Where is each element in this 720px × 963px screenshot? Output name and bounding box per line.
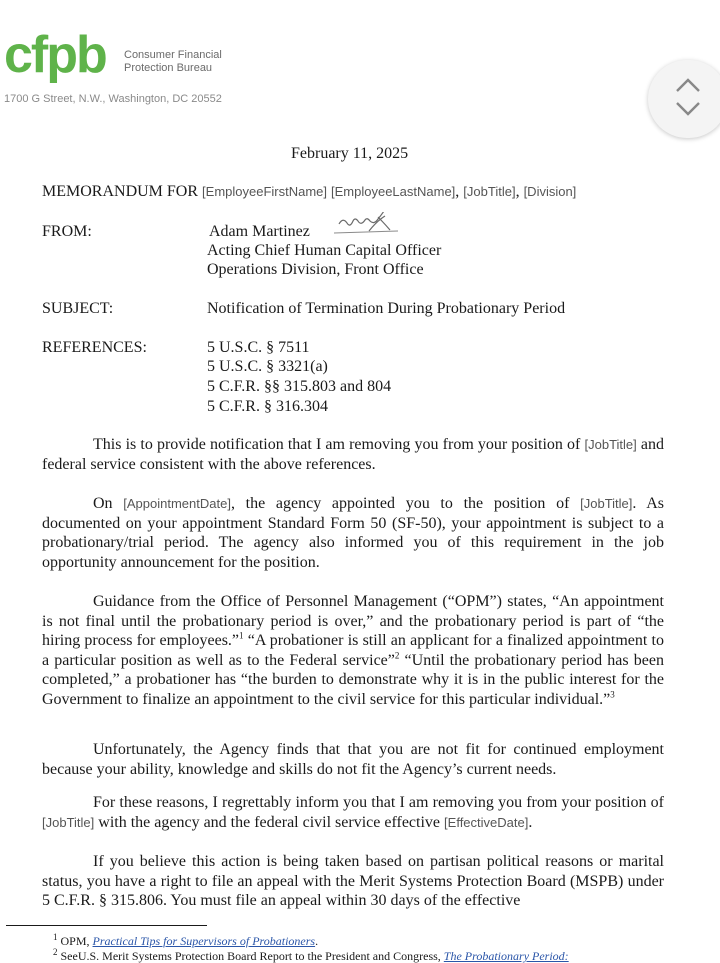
footnote-ref-1[interactable]: 1 xyxy=(239,630,244,641)
reference-item: 5 C.F.R. §§ 315.803 and 804 xyxy=(207,378,392,395)
footnote-1: $^1$ OPM, Practical Tips for Supervisors of Probationers. xyxy=(53,932,319,948)
memo-date: February 11, 2025 xyxy=(291,145,409,162)
cfpb-logo-text: cfpb xyxy=(4,28,106,84)
placeholder-division: [Division] xyxy=(523,184,577,199)
bureau-line-1: Consumer Financial xyxy=(124,49,222,61)
footnote-ref-2[interactable]: 2 xyxy=(394,650,400,661)
subject-text: Notification of Termination During Probationary Period xyxy=(207,300,566,317)
footnote-divider xyxy=(6,925,207,926)
body-paragraph-5: For these reasons, I regrettably inform you that I am removing you from your position of [JobTitle] with the agency and the federal civil service effective [EffectiveDate]. xyxy=(42,794,664,831)
body-paragraph-4: Unfortunately, the Agency finds that that you are not fit for continued employment because your ability, knowledge and skills do not fit the Agency’s current needs. xyxy=(42,741,664,778)
from-office: Operations Division, Front Office xyxy=(207,261,424,278)
cfpb-logo xyxy=(4,28,116,84)
page-scroll-control[interactable] xyxy=(648,60,720,138)
letterhead-address: 1700 G Street, N.W., Washington, DC 20552 xyxy=(4,93,222,105)
bureau-name xyxy=(124,49,222,75)
memo-for-line: MEMORANDUM FOR [EmployeeFirstName] [EmployeeLastName], [JobTitle], [Division] xyxy=(42,183,577,200)
bureau-line-2: Protection Bureau xyxy=(124,62,213,74)
body-paragraph-6: If you believe this action is being taken based on partisan political reasons or marital status, you have a right to file an appeal with the Merit Systems Protection Board (MSPB) under 5 C.F.R. § 315.806. You must file an appeal within 30 days of the effective xyxy=(42,853,664,909)
body-paragraph-1: This is to provide notification that I am removing you from your position of [JobTitle] and federal service consistent with the above references. xyxy=(42,436,665,473)
placeholder-effective-date: [EffectiveDate] xyxy=(444,814,529,830)
memo-for-label: MEMORANDUM FOR xyxy=(42,183,199,200)
footnote-ref-3[interactable]: 3 xyxy=(610,689,615,700)
from-label: FROM: xyxy=(42,223,92,240)
footnote-2-link[interactable]: The Probationary Period: xyxy=(443,949,569,963)
placeholder-job-title: [JobTitle] xyxy=(580,496,633,511)
placeholder-first-name: [EmployeeFirstName] xyxy=(202,184,328,199)
reference-item: 5 C.F.R. § 316.304 xyxy=(207,398,328,415)
from-title: Acting Chief Human Capital Officer xyxy=(207,242,442,259)
placeholder-job-title: [JobTitle] xyxy=(42,814,95,830)
body-paragraph-3: Guidance from the Office of Personnel Management (“OPM”) states, “An appointment is not final until the probationary period is over,” and the probationary period is part of “the hiring process for employees.”$^1$ “A probationer is still an applicant for a finalized appointment to a particular position as well as to the Federal service”$^2$ “Until the probationary period has been completed,” a probationer has “the burden to demonstrate why it is in the public interest for the Government to finalize an appointment to the civil service for this particular individual.”$^3$ xyxy=(42,593,664,708)
placeholder-job-title: [JobTitle] xyxy=(584,437,637,452)
placeholder-last-name: [EmployeeLastName] xyxy=(331,184,456,199)
footnote-2: $^2$ SeeU.S. Merit Systems Protection Board Report to the President and Congress, The Probationary Period: xyxy=(53,947,569,963)
placeholder-appointment-date: [AppointmentDate] xyxy=(123,496,231,511)
chevron-up-icon[interactable] xyxy=(674,76,702,94)
references-label: REFERENCES: xyxy=(42,339,147,356)
placeholder-job-title: [JobTitle] xyxy=(463,184,516,199)
subject-label: SUBJECT: xyxy=(42,300,114,317)
body-paragraph-2: On [AppointmentDate], the agency appointed you to the position of [JobTitle]. As documented on your appointment Standard Form 50 (SF-50), your appointment is subject to a probationary/trial period. The agency also informed you of this requirement in the job opportunity announcement for the position. xyxy=(42,495,664,571)
from-name: Adam Martinez xyxy=(209,223,310,240)
signature-image xyxy=(334,212,400,238)
chevron-down-icon[interactable] xyxy=(674,100,702,118)
reference-item: 5 U.S.C. § 3321(a) xyxy=(207,358,328,375)
footnote-1-link[interactable]: Practical Tips for Supervisors of Probationers xyxy=(92,934,316,948)
reference-item: 5 U.S.C. § 7511 xyxy=(207,339,310,356)
